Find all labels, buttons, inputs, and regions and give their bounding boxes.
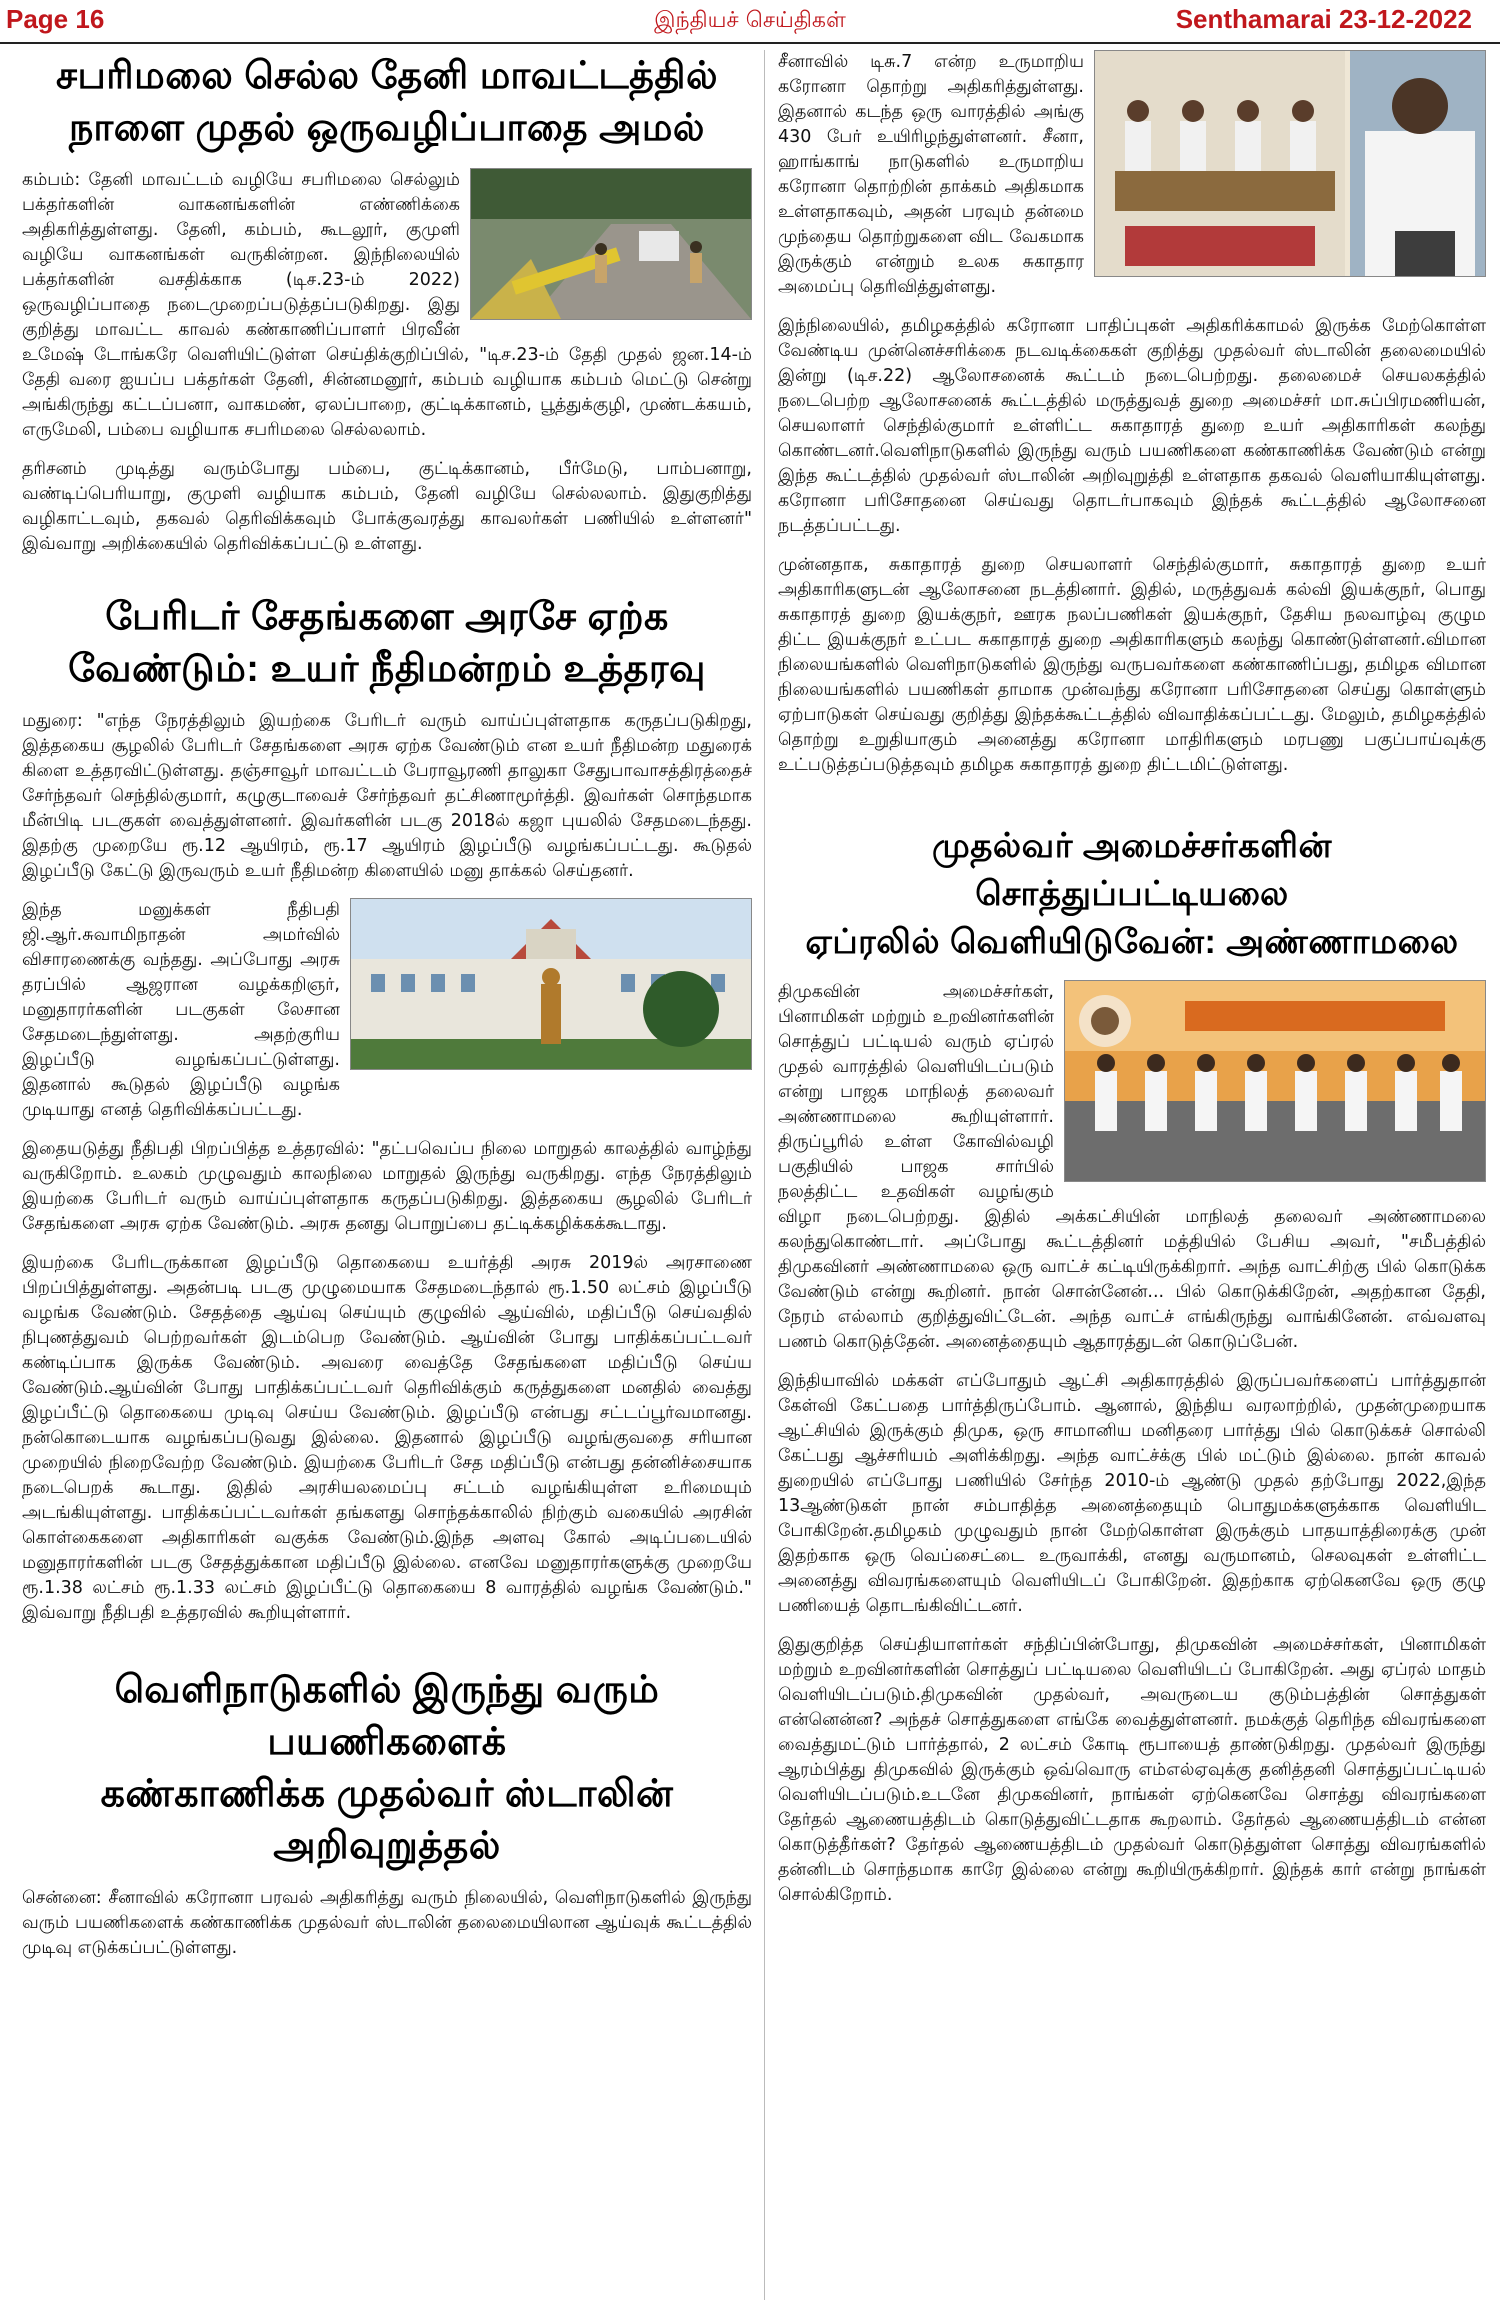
paragraph: சீனாவில் டிசு.7 என்ற உருமாறிய கரோனா தொற்று அதிகரித்துள்ளது. இதனால் கடந்த ஒரு வாரத்தில் அங்கு 430 பேர் உயிரிழந்துள்ளனர். சீனா, ஹாங்காங் நாடுகளில் உருமாறிய கரோனா தொற்றின் தாக்கம் அதிகமாக உள்ளதாகவும், அதன் பரவும் தன்மை முந்தைய தொற்றுகளை விட வேகமாக இருக்கும் என்றும் உலக சுகாதார அமைப்பு தெரிவித்துள்ளது. <box>778 52 1084 297</box>
paragraph: இந்தியாவில் மக்கள் எப்போதும் ஆட்சி அதிகாரத்தில் இருப்பவர்களைப் பார்த்துதான் கேள்வி கேட்பதை பார்த்திருப்போம். ஆனால், இந்திய வரலாற்றில், முதன்முறையாக ஆட்சியில் இருக்கும் திமுக, ஒரு சாமானிய மனிதரை பார்த்து பில் கொடுக்கச் சொல்லி கேட்பது ஆச்சரியம் அளிக்கிறது. அந்த வாட்ச்க்கு பில் மட்டும் இல்லை. நான் காவல் துறையில் எப்போது பணியில் சேர்ந்த 2010-ம் ஆண்டு முதல் தற்போது 2022,இந்த 13ஆண்டுகள் நான் சம்பாதித்த அனைத்தையும் பொதுமக்களுக்காக வெளியிட போகிறேன்.தமிழகம் முழுவதும் நான் மேற்கொள்ள இருக்கும் பாதயாத்திரைக்கு முன் இதற்காக ஒரு வெப்சைட்டை உருவாக்கி, எனது வருமானம், செலவுகள் உள்ளிட்ட அனைத்து விவரங்களையும் வெளியிடப் போகிறேன். இதற்காக ஏற்கெனவே ஒரு குழு பணியைத் தொடங்கிவிட்டனர். <box>778 1371 1486 1616</box>
section-title: இந்தியச் செய்திகள் <box>654 8 846 33</box>
headline-sabarimalai: சபரிமலை செல்ல தேனி மாவட்டத்தில் நாளை முதல் ஒருவழிப்பாதை அமல் <box>55 55 719 149</box>
paragraph: இதையடுத்து நீதிபதி பிறப்பித்த உத்தரவில்: "தட்பவெப்ப நிலை மாறுதல் காலத்தில் வாழ்ந்து வருகிறோம். உலகம் முழுவதும் காலநிலை மாறுதல் இருந்து வருகிறது. எந்த நேரத்திலும் இயற்கை பேரிடர் வரும் வாய்ப்புள்ளதாக கருதப்படுகிறது. இத்தகைய சூழலில் பேரிடர் சேதங்களை அரசு ஏற்க வேண்டும். அரசு தனது பொறுப்பை தட்டிக்கழிக்கக்கூடாது. <box>22 1139 752 1234</box>
paragraph: இந்நிலையில், தமிழகத்தில் கரோனா பாதிப்புகள் அதிகரிக்காமல் இருக்க மேற்கொள்ள வேண்டிய முன்னெச்சரிக்கை நடவடிக்கைகள் குறித்து முதல்வர் ஸ்டாலின் தலைமையில் இன்று (டிச.22) ஆலோசனைக் கூட்டம் நடைபெற்றது. தலைமைச் செயலகத்தில் நடைபெற்ற ஆலோசனைக் கூட்டத்தில் மருத்துவத் துறை அமைச்சர் மா.சுப்பிரமணியன், செயலாளர் செந்தில்குமார் உள்ளிட்ட சுகாதாரத் துறை உயர் அதிகாரிகள் கலந்து கொண்டனர்.வெளிநாடுகளில் இருந்து வரும் பயணிகளை கண்காணிக்க வேண்டும் என்று இந்த கூட்டத்தில் முதல்வர் ஸ்டாலின் அறிவுறுத்தி உள்ளதாக தகவல் வெளியாகியுள்ளது. கரோனா பரிசோதனை செய்வது தொடர்பாகவும் இந்தக் கூட்டத்தில் ஆலோசனை நடத்தப்பட்டது. <box>778 316 1486 536</box>
paragraph: மதுரை: "எந்த நேரத்திலும் இயற்கை பேரிடர் வரும் வாய்ப்புள்ளதாக கருதப்படுகிறது, இத்தகைய சூழலில் பேரிடர் சேதங்களை அரசு ஏற்க வேண்டும் என உயர் நீதிமன்ற மதுரைக் கிளை உத்தரவிட்டுள்ளது. தஞ்சாவூர் மாவட்டம் பேராவூரணி தாலுகா சேதுபாவாசத்திரத்தைச் சேர்ந்தவர் செந்தில்குமார், கழுகுடாவைச் சேர்ந்தவர் தட்சிணாமூர்த்தி. இவர்கள் சொந்தமாக மீன்பிடி படகுகள் வைத்துள்ளனர். இவர்களின் படகு 2018ல் கஜா புயலில் சேதமடைந்தது. இதற்கு முறையே ரூ.12 ஆயிரம், ரூ.17 ஆயிரம் இழப்பீடு வழங்கப்பட்டது. கூடுதல் இழப்பீடு கேட்டு இருவரும் உயர் நீதிமன்ற கிளையில் மனு தாக்கல் செய்தனர். <box>22 711 752 881</box>
page-number: Page 16 <box>6 4 105 34</box>
article-sabarimalai <box>22 50 752 571</box>
left-column <box>22 50 752 2300</box>
paragraph: தரிசனம் முடித்து வரும்போது பம்பை, குட்டிக்கானம், பீர்மேடு, பாம்பனாறு, வண்டிப்பெரியாறு, குமுளி வழியாக கம்பம், தேனி வழியே செல்லலாம். இதுகுறித்து வழிகாட்டவும், தகவல் தெரிவிக்கவும் போக்குவரத்து காவலர்கள் பணியில் உள்ளனர்" இவ்வாறு அறிக்கையில் தெரிவிக்கப்பட்டு உள்ளது. <box>22 459 752 554</box>
page-header <box>0 0 1500 44</box>
paragraph: இதுகுறித்த செய்தியாளர்கள் சந்திப்பின்போது, திமுகவின் அமைச்சர்கள், பினாமிகள் மற்றும் உறவினர்களின் சொத்துப் பட்டியலை வெளியிடப் போகிறேன். அது ஏப்ரல் மாதம் வெளியிடப்படும்.திமுகவின் முதல்வர், அவருடைய குடும்பத்தின் சொத்துகள் என்னென்ன? அந்தச் சொத்துகளை எங்கே வைத்துள்ளனர். நமக்குத் தெரிந்த விவரங்களை வைத்துமட்டும் பார்த்தால், 2 லட்சம் கோடி ரூபாயைத் தாண்டுகிறது. முதல்வர் இருந்து ஆரம்பித்து திமுகவில் இருக்கும் ஒவ்வொரு எம்எல்ஏவுக்கு தனித்தனி சொத்துப்பட்டியல் வெளியிடப்படும்.உடனே திமுகவினர், நாங்கள் ஏற்கெனவே சொத்து விவரங்களை தேர்தல் ஆணையத்திடம் கொடுத்துவிட்டதாக கூறலாம். தேர்தல் ஆணையத்திடம் என்ன கொடுத்தீர்கள்? தேர்தல் ஆணையத்திடம் முதல்வர் கொடுத்துள்ள சொத்து விவரங்களில் தன்னிடம் சொந்தமாக காரே இல்லை என்று கூறியிருக்கிறார். இந்தக் கார் என்று நாங்கள் சொல்கிறோம். <box>778 1635 1486 1905</box>
paragraph: முன்னதாக, சுகாதாரத் துறை செயலாளர் செந்தில்குமார், சுகாதாரத் துறை உயர் அதிகாரிகளுடன் ஆலோசனை நடத்தினார். இதில், மருத்துவக் கல்வி இயக்குநர், பொது சுகாதாரத் துறை இயக்குநர், ஊரக நலப்பணிகள் இயக்குநர், தேசிய நலவாழ்வு குழும திட்ட இயக்குநர் உட்பட சுகாதாரத் துறை அதிகாரிகளும் கலந்து கொண்டுள்ளனர்.விமான நிலையங்களில் வெளிநாடுகளில் இருந்து வருபவர்களை கண்காணிப்பது, தமிழக விமான நிலையங்களில் பயணிகள் தாமாக முன்வந்து கரோனா பரிசோதனை செய்து கொள்ளும் ஏற்பாடுகள் செய்வது குறித்து இந்தக்கூட்டத்தில் விவாதிக்கப்பட்டது. மேலும், தமிழகத்தில் தொற்று உறுதியாகும் அனைத்து கரோனா மாதிரிகளும் மரபணு பகுப்பாய்வுக்கு உட்படுத்தப்படுத்தவும் தமிழக சுகாதாரத் துறை திட்டமிட்டுள்ளது. <box>778 555 1486 775</box>
paragraph: கம்பம்: தேனி மாவட்டம் வழியே சபரிமலை செல்லும் பக்தர்களின் வாகனங்களின் எண்ணிக்கை அதிகரித்துள்ளது. தேனி, கம்பம், கூடலூர், குமுளி வழியே வாகனங்கள் வருகின்றன. இந்நிலையில் பக்தர்களின் வசதிக்காக (டிச.23-ம் 2022) ஒருவழிப்பாதை நடைமுறைப்படுத்தப்படுகிறது. இது குறித்து மாவட்ட காவல் கண்காணிப்பாளர் பிரவீன் உமேஷ் டோங்கரே வெளியிட்டுள்ள செய்திக்குறிப்பில், "டிச.23-ம் தேதி முதல் ஜன.14-ம் தேதி வரை ஐயப்ப பக்தர்கள் தேனி, சின்னமனூர், கம்பம் வழியாக கம்பம் மெட்டு சென்று அங்கிருந்து கட்டப்பனா, வாகமண், ஏலப்பாறை, குட்டிக்கானம், பூத்துக்குழி, முண்டக்கயம், எருமேலி, பம்பை வழியாக சபரிமலை செல்லலாம். <box>22 170 752 440</box>
meeting-photo <box>1094 50 1486 277</box>
article-annamalai <box>778 822 1486 1922</box>
headline-foreign-travellers: வெளிநாடுகளில் இருந்து வரும் பயணிகளைக் கண்காணிக்க முதல்வர் ஸ்டாலின் அறிவுறுத்தல் <box>100 1669 674 1867</box>
high-court-building-photo <box>350 898 752 1070</box>
newspaper-name-date: Senthamarai 23-12-2022 <box>1175 4 1472 34</box>
paragraph: இந்த மனுக்கள் நீதிபதி ஜி.ஆர்.சுவாமிநாதன் அமர்வில் விசாரணைக்கு வந்தது. அப்போது அரசு தரப்பில் ஆஜரான வழக்கறிஞர், மனுதாரர்களின் படகுகள் லேசான சேதமடைந்துள்ளது. அதற்குரிய இழப்பீடு வழங்கப்பட்டுள்ளது. இதனால் கூடுதல் இழப்பீடு வழங்க முடியாது எனத் தெரிவிக்கப்பட்டது. <box>22 900 340 1120</box>
article-corona-continued <box>778 50 1486 792</box>
paragraph: இயற்கை பேரிடருக்கான இழப்பீடு தொகையை உயர்த்தி அரசு 2019ல் அரசாணை பிறப்பித்துள்ளது. அதன்படி படகு முழுமையாக சேதமடைந்தால் ரூ.1.50 லட்சம் இழப்பீடு வழங்க வேண்டும். சேதத்தை ஆய்வு செய்யும் குழுவில் ஆய்வில், மதிப்பீடு செய்வதில் நிபுணத்துவம் பெற்றவர்கள் இடம்பெற வேண்டும். ஆய்வின் போது பாதிக்கப்பட்டவர் கண்டிப்பாக இருக்க வேண்டும். அவரை வைத்தே சேதங்களை மதிப்பீடு செய்ய வேண்டும்.ஆய்வின் போது பாதிக்கப்பட்டவர் தெரிவிக்கும் கருத்துகளை மனதில் வைத்து இழப்பீட்டு தொகையை முடிவு செய்ய வேண்டும். இழப்பீடு என்பது சட்டப்பூர்வமானது. நன்கொடையாக வழங்கப்படுவது இல்லை. இதனால் இழப்பீடு வழங்குவதை சரியான முறையில் நிறைவேற்ற வேண்டும். இயற்கை பேரிடர் சேத மதிப்பீடு என்பது தன்னிச்சையாக நடைபெறக் கூடாது. இதில் அரசியலமைப்பு சட்டம் வழங்கியுள்ள உரிமையும் அடங்கியுள்ளது. பாதிக்கப்பட்டவர்கள் தங்களது சொந்தக்காலில் நிற்கும் வகையில் அரசின் கொள்கைகளை அதிகாரிகள் வகுக்க வேண்டும்.இந்த அளவு கோல் அடிப்படையில் மனுதாரர்களின் படகு சேதத்துக்கான மதிப்பீடு இல்லை. எனவே மனுதாரர்களுக்கு முறையே ரூ.1.38 லட்சம் ரூ.1.33 லட்சம் இழப்பீட்டு தொகையை 8 வாரத்தில் வழங்க வேண்டும்." இவ்வாறு நீதிபதி உத்தரவில் கூறியுள்ளார். <box>22 1253 752 1623</box>
police-roadblock-photo <box>470 168 752 320</box>
headline-annamalai: முதல்வர் அமைச்சர்களின் சொத்துப்பட்டியலை ஏப்ரலில் வெளியிடுவேன்: அண்ணாமலை <box>805 827 1459 961</box>
article-foreign-travellers <box>22 1664 752 1975</box>
article-disaster-damage <box>22 591 752 1640</box>
bjp-event-photo <box>1064 980 1486 1182</box>
paragraph: திமுகவின் அமைச்சர்கள், பினாமிகள் மற்றும் உறவினர்களின் சொத்துப் பட்டியல் வரும் ஏப்ரல் முதல் வாரத்தில் வெளியிடப்படும் என்று பாஜக மாநிலத் தலைவர் அண்ணாமலை கூறியுள்ளார். திருப்பூரில் உள்ள கோவில்வழி பகுதியில் பாஜக சார்பில் நலத்திட்ட உதவிகள் வழங்கும் விழா நடைபெற்றது. இதில் அக்கட்சியின் மாநிலத் தலைவர் அண்ணாமலை கலந்துகொண்டார். அப்போது கூட்டத்தினர் மத்தியில் பேசிய அவர், "சமீபத்தில் திமுகவினர் அண்ணாமலை ஒரு வாட்ச் கட்டியிருக்கிறார். அந்த வாட்சிற்கு பில் கொடுக்க வேண்டும் என்று கூறினர். நான் சொன்னேன்... பில் கொடுக்கிறேன், அதற்கான தேதி, நேரம் எல்லாம் குறித்துவிட்டேன். அந்த வாட்ச் எங்கிருந்து வாங்கினேன். எவ்வளவு பணம் கொடுத்தேன். அனைத்தையும் ஆதாரத்துடன் கொடுப்பேன். <box>778 982 1486 1352</box>
headline-disaster-damage: பேரிடர் சேதங்களை அரசே ஏற்க வேண்டும்: உயர் நீதிமன்றம் உத்தரவு <box>68 596 706 690</box>
paragraph: சென்னை: சீனாவில் கரோனா பரவல் அதிகரித்து வரும் நிலையில், வெளிநாடுகளில் இருந்து வரும் பயணிகளைக் கண்காணிக்க முதல்வர் ஸ்டாலின் தலைமையிலான ஆய்வுக் கூட்டத்தில் முடிவு எடுக்கப்பட்டுள்ளது. <box>22 1888 752 1958</box>
right-column <box>778 50 1486 2300</box>
column-divider <box>764 50 765 2300</box>
